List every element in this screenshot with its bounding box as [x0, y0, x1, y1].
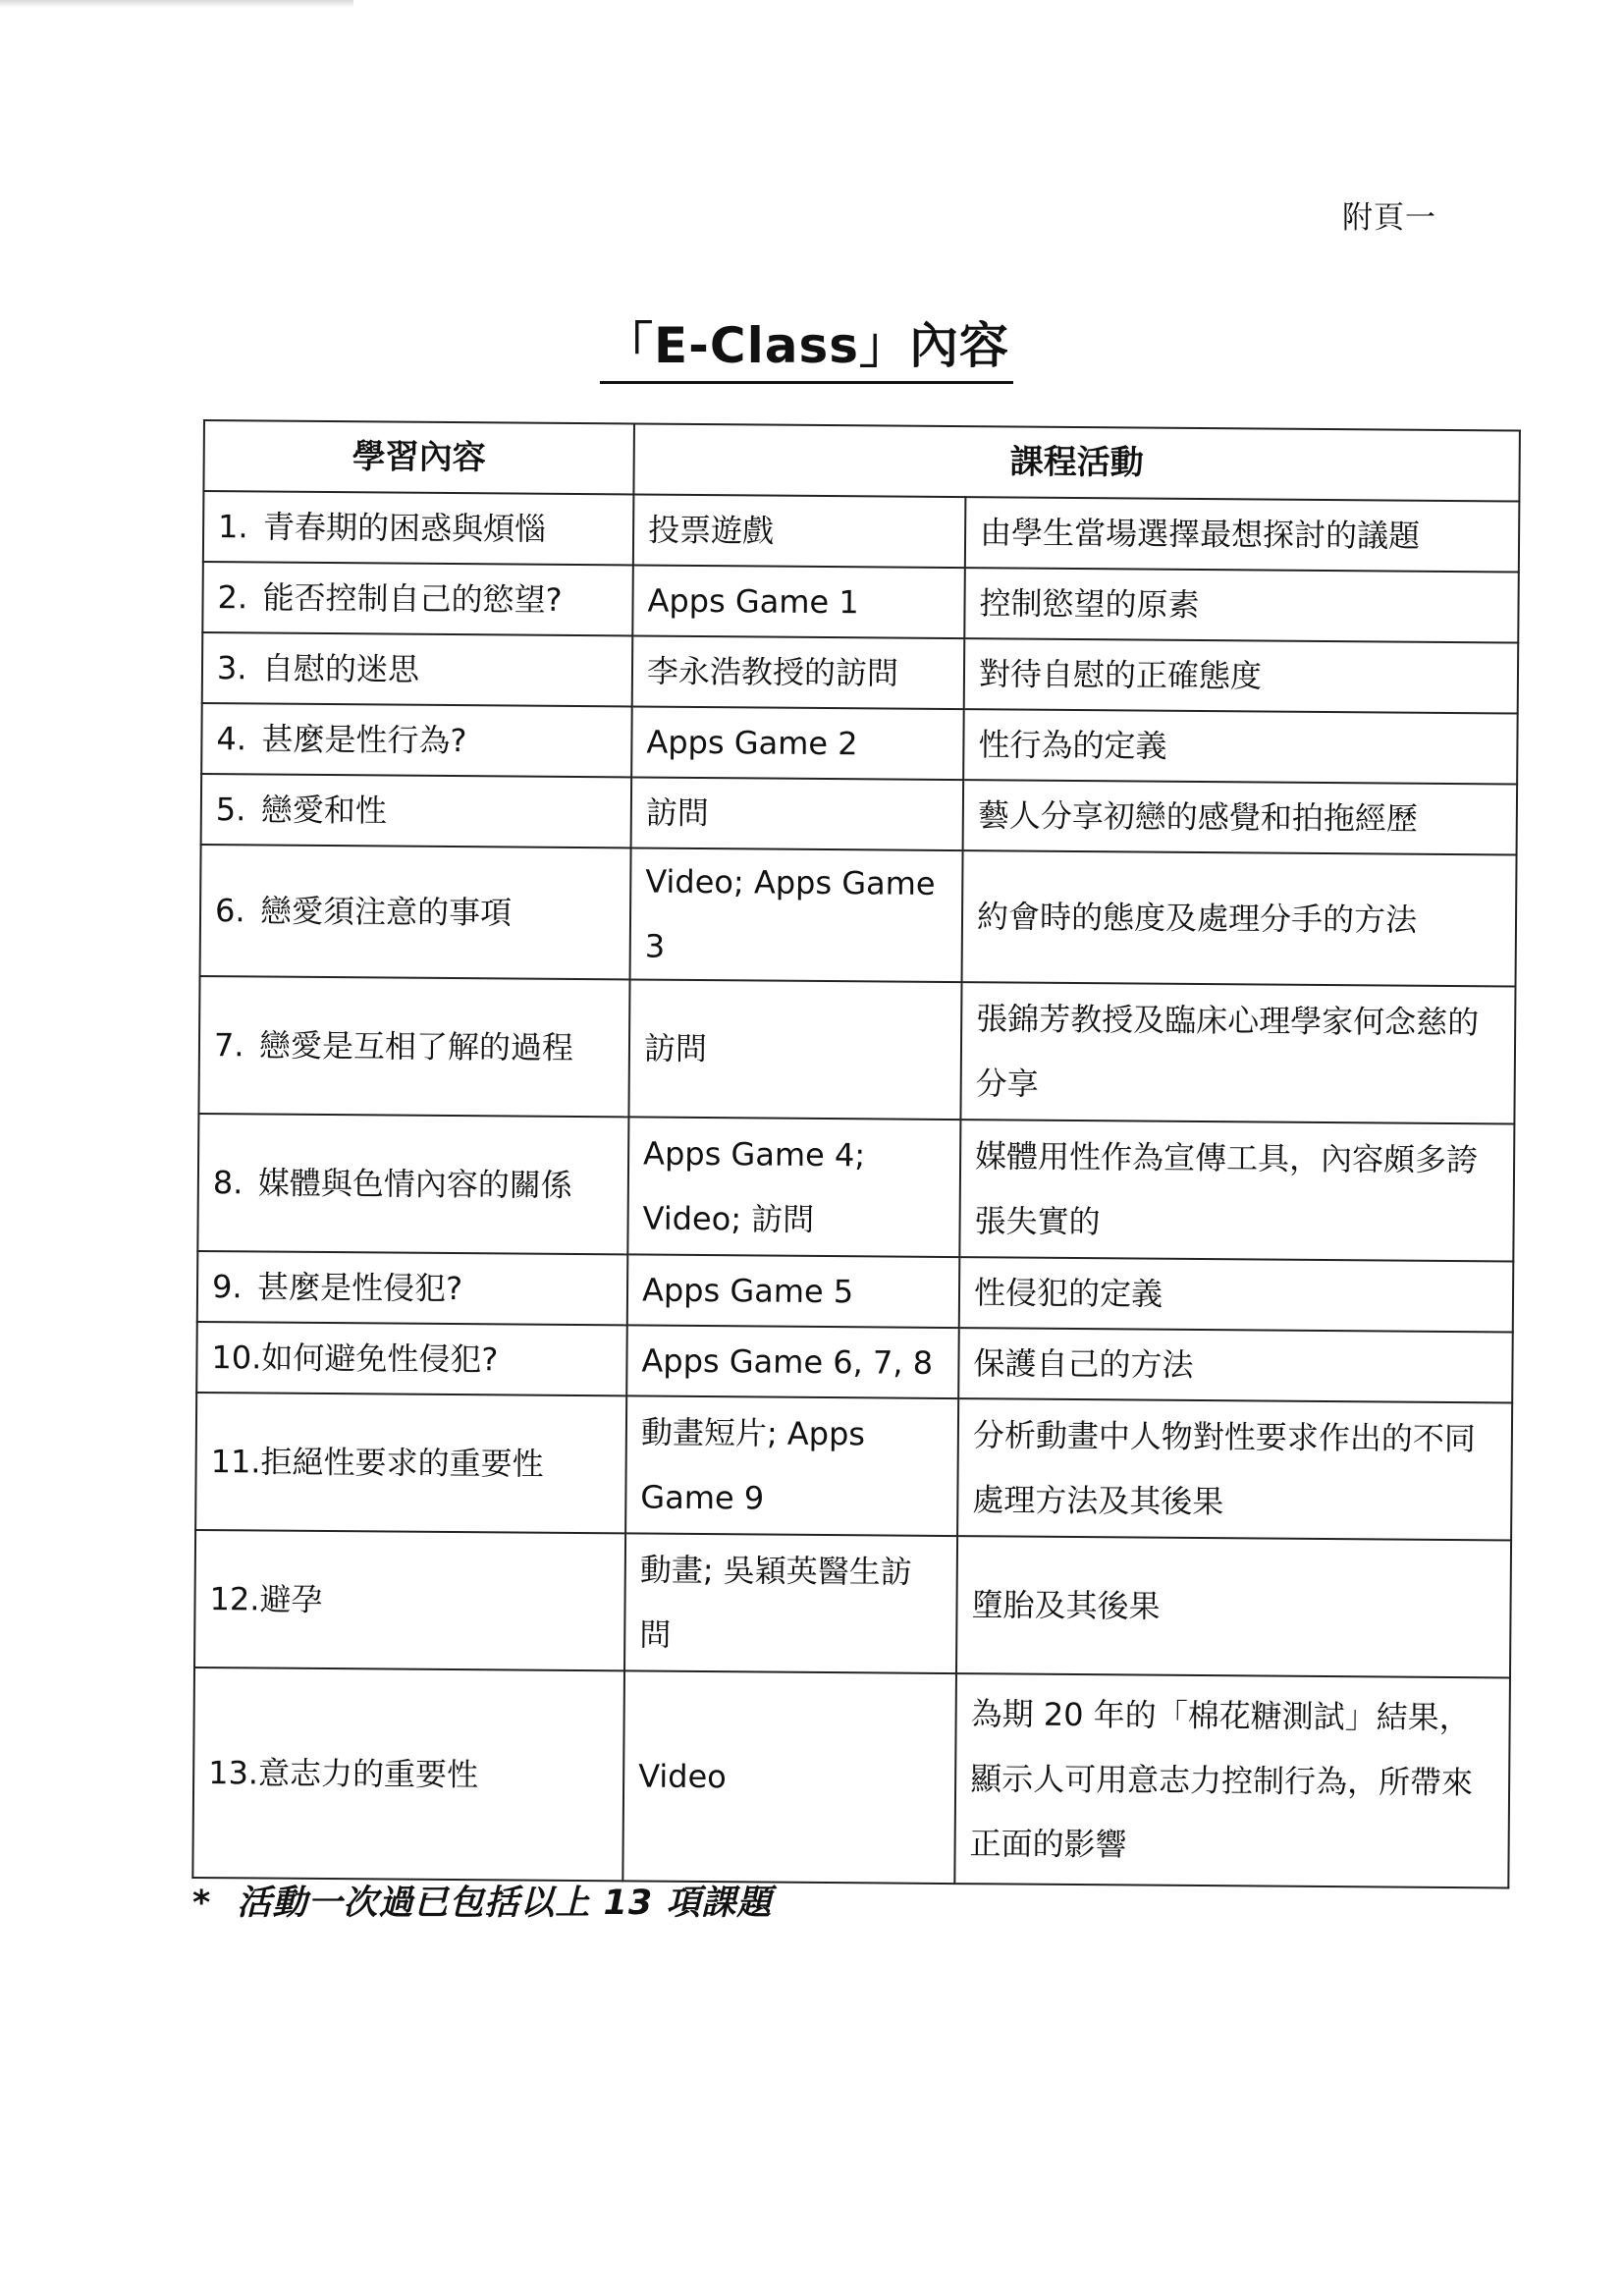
- table-row: [202, 632, 1519, 714]
- topic-cell: [197, 1251, 628, 1325]
- topic-cell: [195, 1393, 626, 1533]
- detail-cell: 媒體用性作為宣傳工具，內容頗多誇張失實的: [959, 1120, 1514, 1261]
- course-table: [191, 419, 1521, 1888]
- detail-cell: 性行為的定義: [963, 709, 1518, 784]
- topic-cell: [197, 1114, 628, 1254]
- activity-cell: 訪問: [628, 979, 961, 1120]
- detail-cell: 張錦芳教授及臨床心理學家何念慈的分享: [960, 982, 1515, 1123]
- detail-cell: 保護自己的方法: [958, 1328, 1513, 1402]
- row-number: 1.: [217, 508, 248, 546]
- activity-cell: 李永浩教授的訪問: [632, 635, 965, 709]
- table-row: [202, 562, 1519, 643]
- detail-cell: 由學生當場選擇最想探討的議題: [965, 497, 1520, 572]
- topic-cell: [196, 1322, 627, 1395]
- annex-label: 附頁一: [1342, 200, 1436, 236]
- table-row: [197, 1251, 1514, 1333]
- table-row: [194, 1530, 1511, 1678]
- footnote-text: 活動一次過已包括以上 13 項課題: [237, 1884, 773, 1923]
- table-row: [192, 1667, 1510, 1888]
- detail-cell: 墮胎及其後果: [956, 1536, 1511, 1677]
- table-header-row: [203, 420, 1520, 502]
- activity-cell: Apps Game 2: [631, 706, 964, 780]
- table-row: [201, 774, 1518, 855]
- scan-edge: [0, 0, 353, 8]
- header-topic: 學習內容: [203, 420, 634, 494]
- table-row: [203, 491, 1520, 573]
- topic-text: 媒體與色情內容的關係: [257, 1164, 573, 1204]
- row-number: 8.: [212, 1164, 243, 1202]
- topic-text: 戀愛須注意的事項: [259, 892, 513, 932]
- activity-cell: 訪問: [631, 777, 964, 850]
- header-activity: 課程活動: [633, 423, 1520, 501]
- detail-cell: 藝人分享初戀的感覺和拍拖經歷: [963, 780, 1518, 854]
- row-number: 10.: [211, 1339, 262, 1377]
- activity-cell: Apps Game 5: [627, 1254, 960, 1328]
- table-row: [198, 976, 1515, 1124]
- topic-text: 甚麼是性行為?: [261, 720, 467, 760]
- detail-cell: 對待自慰的正確態度: [964, 638, 1519, 713]
- row-number: 12.: [209, 1580, 260, 1618]
- row-number: 9.: [211, 1268, 243, 1306]
- row-number: 2.: [217, 578, 248, 617]
- detail-cell: 控制慾望的原素: [964, 568, 1519, 642]
- detail-cell: 約會時的態度及處理分手的方法: [962, 850, 1517, 986]
- topic-cell: [200, 845, 631, 979]
- table-row: [200, 845, 1517, 987]
- topic-text: 如何避免性侵犯?: [261, 1339, 499, 1379]
- topic-cell: [202, 562, 633, 635]
- row-number: 11.: [210, 1443, 261, 1481]
- footnote: [192, 1876, 772, 1925]
- activity-cell: 動畫短片; Apps Game 9: [625, 1395, 958, 1536]
- detail-cell: 為期 20 年的「棉花糖測試」結果，顯示人可用意志力控制行為，所帶來正面的影響: [954, 1673, 1510, 1887]
- table-row: [201, 703, 1518, 785]
- topic-cell: [192, 1667, 624, 1881]
- topic-text: 避孕: [259, 1580, 323, 1618]
- row-number: 5.: [215, 791, 246, 829]
- activity-cell: Video: [622, 1670, 956, 1884]
- detail-cell: 性侵犯的定義: [959, 1257, 1514, 1332]
- topic-text: 戀愛是互相了解的過程: [258, 1026, 574, 1066]
- topic-cell: [201, 774, 632, 847]
- topic-cell: [202, 632, 633, 706]
- detail-cell: 分析動畫中人物對性要求作出的不同處理方法及其後果: [957, 1398, 1512, 1540]
- row-number: 6.: [214, 892, 245, 930]
- activity-cell: Apps Game 6, 7, 8: [626, 1325, 959, 1398]
- row-number: 7.: [213, 1026, 244, 1065]
- activity-cell: Apps Game 4; Video; 訪問: [627, 1117, 960, 1257]
- topic-cell: [201, 703, 632, 777]
- row-number: 13.: [208, 1754, 259, 1792]
- topic-text: 意志力的重要性: [257, 1754, 479, 1794]
- topic-cell: [194, 1530, 625, 1670]
- activity-cell: 動畫; 吳穎英醫生訪問: [624, 1533, 957, 1673]
- table-row: [195, 1393, 1512, 1541]
- topic-text: 自慰的迷思: [261, 649, 420, 688]
- document-title-text: 「E-Class」內容: [600, 306, 1013, 384]
- document-title: [0, 306, 1623, 384]
- topic-text: 能否控制自己的慾望?: [262, 578, 563, 619]
- topic-text: 戀愛和性: [260, 791, 388, 830]
- row-number: 4.: [216, 720, 247, 758]
- table-row: [197, 1114, 1514, 1262]
- topic-text: 拒絕性要求的重要性: [260, 1443, 544, 1483]
- course-table-wrapper: [191, 419, 1519, 1888]
- activity-cell: Apps Game 1: [632, 565, 965, 638]
- topic-cell: [198, 976, 629, 1117]
- table-row: [196, 1322, 1513, 1403]
- activity-cell: Video; Apps Game 3: [630, 847, 963, 982]
- topic-text: 甚麼是性侵犯?: [256, 1268, 463, 1308]
- topic-cell: [203, 491, 634, 565]
- footnote-marker: *: [192, 1884, 212, 1923]
- topic-text: 青春期的困惑與煩惱: [262, 508, 547, 548]
- activity-cell: 投票遊戲: [633, 494, 966, 568]
- row-number: 3.: [216, 649, 247, 687]
